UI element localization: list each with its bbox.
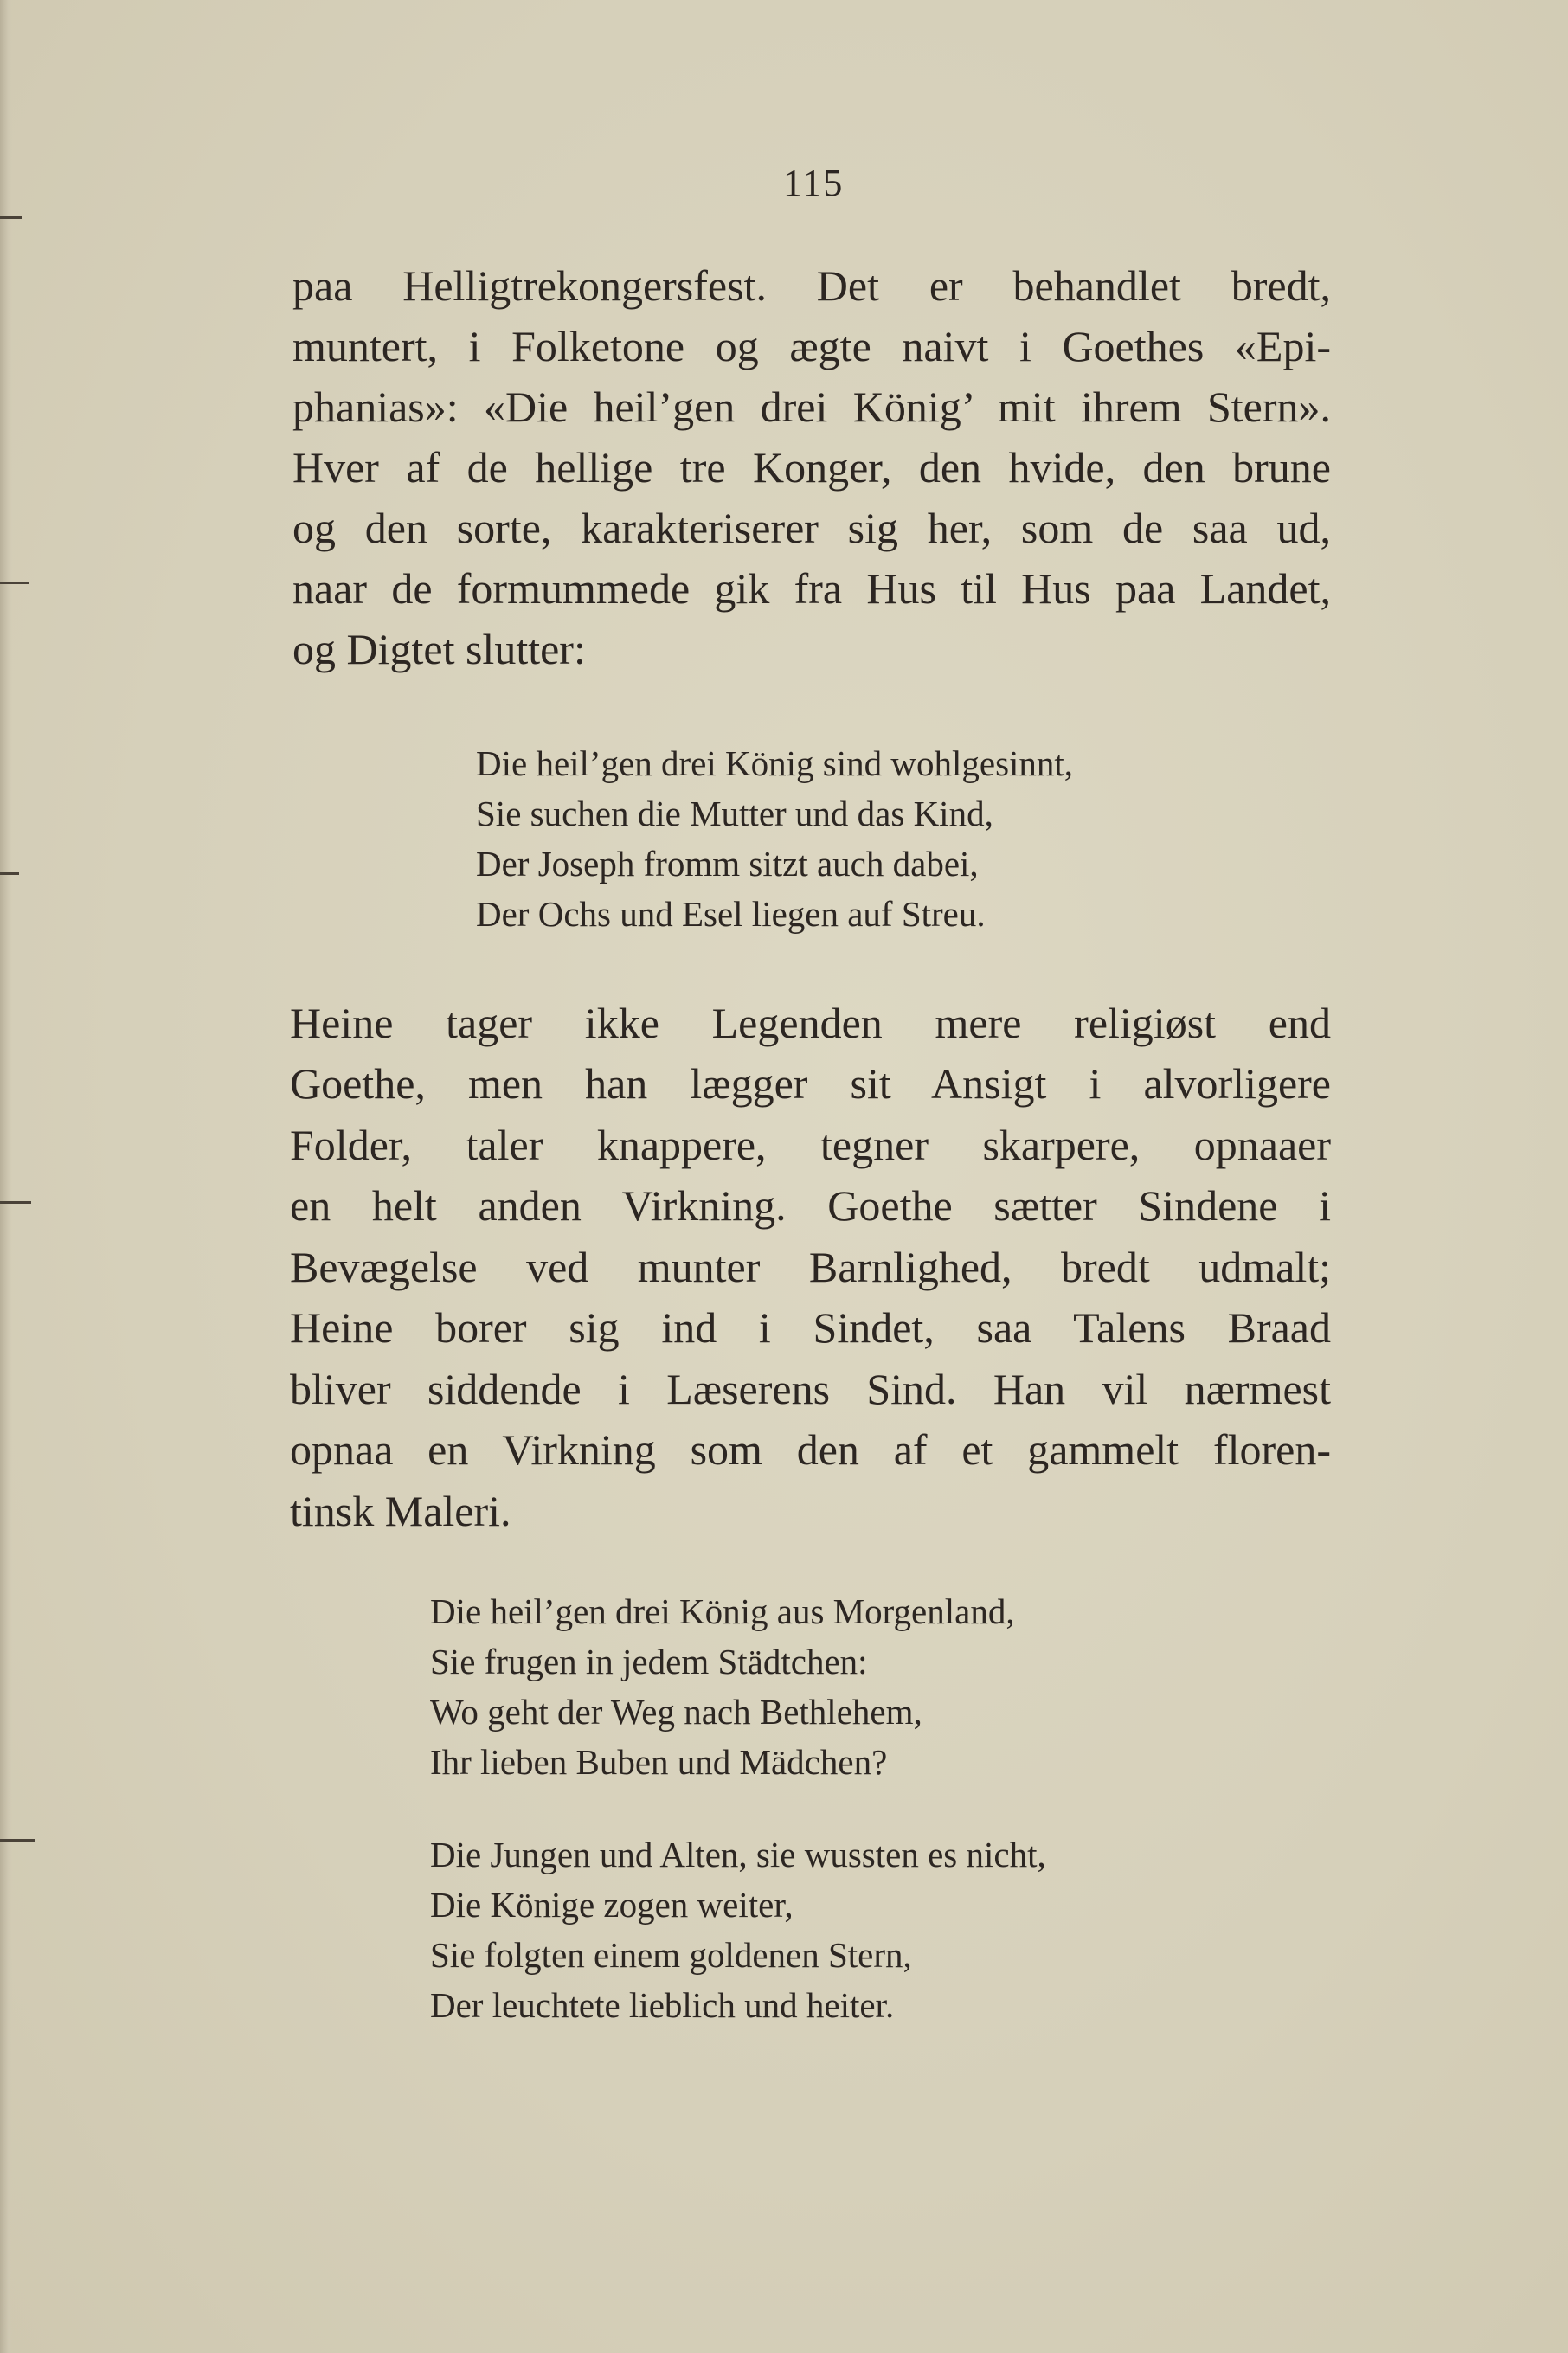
text-line: Goethe, men han lægger sit Ansigt i alvorligere: [290, 1059, 1331, 1108]
verse-line: Der leuchtete lieblich und heiter.: [430, 1985, 895, 2025]
text-line: muntert, i Folketone og ægte naivt i Goethes «Epi-: [292, 322, 1331, 370]
text-line: en helt anden Virkning. Goethe sætter Sindene i: [290, 1181, 1331, 1230]
verse-line: Die heil’gen drei König sind wohlgesinnt,: [476, 743, 1074, 783]
verse-line: Die Jungen und Alten, sie wussten es nicht,: [430, 1835, 1046, 1874]
page-number: 115: [783, 162, 845, 204]
verse-line: Der Ochs und Esel liegen auf Streu.: [476, 894, 986, 934]
text-line: og den sorte, karakteriserer sig her, som de saa ud,: [292, 504, 1331, 552]
text-line: tinsk Maleri.: [290, 1487, 511, 1535]
verse-line: Sie suchen die Mutter und das Kind,: [476, 794, 993, 833]
text-line: og Digtet slutter:: [292, 625, 586, 673]
text-line: opnaa en Virkning som den af et gammelt floren-: [290, 1425, 1331, 1474]
verse-line: Sie folgten einem goldenen Stern,: [430, 1935, 912, 1975]
text-line: bliver siddende i Læserens Sind. Han vil nærmest: [290, 1365, 1331, 1413]
text-line: Folder, taler knappere, tegner skarpere, opnaaer: [290, 1121, 1331, 1169]
verse-line: Ihr lieben Buben und Mädchen?: [430, 1742, 888, 1782]
verse-line: Wo geht der Weg nach Bethlehem,: [430, 1692, 922, 1732]
text-line: Hver af de hellige tre Konger, den hvide, den brune: [292, 443, 1331, 492]
text-line: Bevægelse ved munter Barnlighed, bredt udmalt;: [290, 1243, 1331, 1291]
text-line: Heine borer sig ind i Sindet, saa Talens Braad: [290, 1303, 1331, 1352]
text-line: naar de formummede gik fra Hus til Hus paa Landet,: [292, 564, 1331, 613]
verse-line: Der Joseph fromm sitzt auch dabei,: [476, 844, 979, 884]
verse-line: Sie frugen in jedem Städtchen:: [430, 1642, 868, 1681]
edge-mark: [0, 1201, 31, 1204]
text-line: paa Helligtrekongersfest. Det er behandlet bredt,: [292, 261, 1331, 310]
verse-line: Die Könige zogen weiter,: [430, 1885, 794, 1925]
edge-mark: [0, 216, 22, 219]
edge-mark: [0, 582, 29, 584]
edge-mark: [0, 872, 19, 875]
text-line: Heine tager ikke Legenden mere religiøst end: [290, 999, 1331, 1047]
verse-line: Die heil’gen drei König aus Morgenland,: [430, 1591, 1015, 1631]
text-line: phanias»: «Die heil’gen drei König’ mit ihrem Stern».: [292, 383, 1331, 431]
edge-mark: [0, 1839, 35, 1842]
page-binding-edge: [0, 0, 12, 2353]
